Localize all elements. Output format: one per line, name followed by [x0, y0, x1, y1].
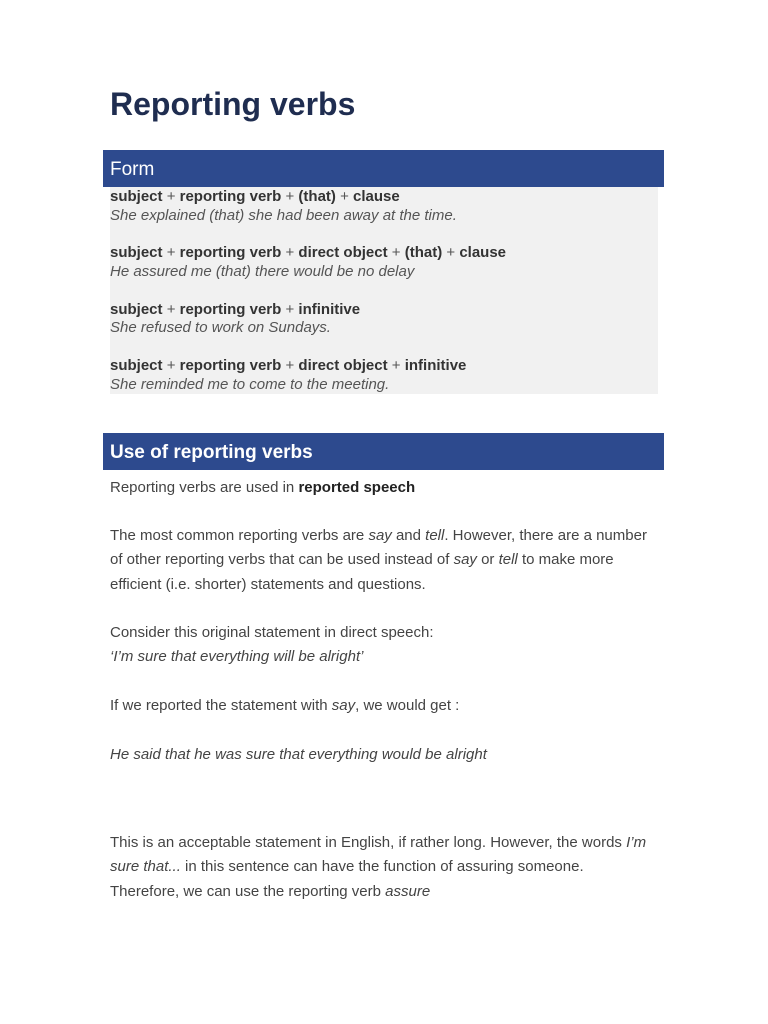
pattern-3: subject + reporting verb + infinitive	[110, 301, 361, 318]
pattern-4: subject + reporting verb + direct object + infinitive	[110, 357, 467, 374]
pattern-2: subject + reporting verb + direct object + (that) + clause	[110, 244, 507, 261]
pattern-1: subject + reporting verb + (that) + clause	[110, 188, 400, 205]
form-section-header: Form	[103, 150, 664, 187]
pattern-4-example: She reminded me to come to the meeting.	[110, 376, 390, 393]
pattern-1-example: She explained (that) she had been away at the time.	[110, 207, 457, 224]
use-paragraph-2: The most common reporting verbs are say and tell. However, there are a number of other reporting verbs that can be used instead of say or tell to make more efficient (i.e. shorter) statements and questions.	[110, 527, 647, 593]
use-paragraph-6: This is an acceptable statement in English, if rather long. However, the words I’m sure that... in this sentence can have the function of assuring someone. Therefore, we can use the reporting verb assure	[110, 834, 647, 900]
use-paragraph-4: If we reported the statement with say, we would get :	[110, 697, 460, 714]
use-paragraph-5: He said that he was sure that everything would be alright	[110, 746, 487, 763]
use-section-header: Use of reporting verbs	[103, 433, 664, 470]
use-paragraph-3: Consider this original statement in direct speech: ‘I’m sure that everything will be alright’	[110, 624, 434, 666]
use-paragraph-1: Reporting verbs are used in reported speech	[110, 479, 416, 496]
page-title: Reporting verbs	[110, 86, 356, 122]
pattern-3-example: She refused to work on Sundays.	[110, 319, 331, 336]
pattern-2-example: He assured me (that) there would be no delay	[110, 263, 415, 280]
